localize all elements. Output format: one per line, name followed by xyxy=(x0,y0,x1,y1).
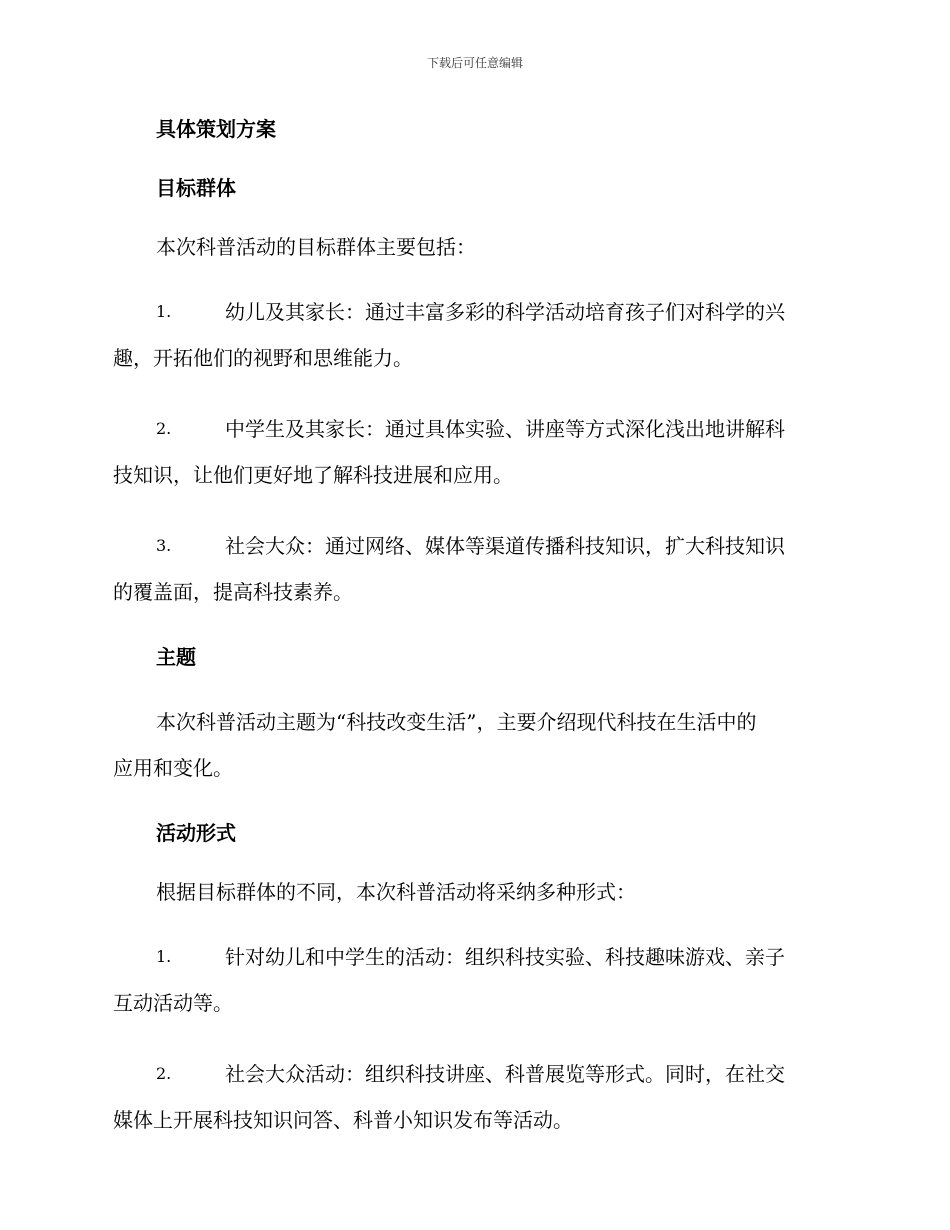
list-item xyxy=(113,406,833,498)
section-heading-activity-format: 活动形式 xyxy=(156,821,236,845)
list-number: 2. xyxy=(156,419,172,438)
list-number: 1. xyxy=(156,947,172,966)
paragraph-text: 本次科普活动的目标群体主要包括： xyxy=(156,235,476,259)
document-title: 具体策划方案 xyxy=(156,117,276,141)
paragraph-text: 根据目标群体的不同，本次科普活动将采纳多种形式： xyxy=(156,880,636,904)
list-line-1: 针对幼儿和中学生的活动：组织科技实验、科技趣味游戏、亲子 xyxy=(225,945,785,969)
list-item xyxy=(113,289,833,381)
list-item xyxy=(113,523,833,615)
list-number: 2. xyxy=(156,1064,172,1083)
list-number: 1. xyxy=(156,302,172,321)
list-item xyxy=(113,934,833,1026)
paragraph-line-1: 本次科普活动主题为“科技改变生活”，主要介绍现代科技在生活中的 xyxy=(156,710,757,734)
document-content xyxy=(113,112,833,1168)
list-line-2: 互动活动等。 xyxy=(113,991,233,1015)
list-line-1: 社会大众：通过网络、媒体等渠道传播科技知识，扩大科技知识 xyxy=(225,534,785,558)
list-line-1: 幼儿及其家长：通过丰富多彩的科学活动培育孩子们对科学的兴 xyxy=(225,300,785,324)
list-line-2: 技知识，让他们更好地了解科技进展和应用。 xyxy=(113,463,513,487)
paragraph-line-2: 应用和变化。 xyxy=(113,756,233,780)
list-line-2: 媒体上开展科技知识问答、科普小知识发布等活动。 xyxy=(113,1108,573,1132)
list-line-2: 的覆盖面，提高科技素养。 xyxy=(113,580,353,604)
section-heading-target-group: 目标群体 xyxy=(156,176,236,200)
list-number: 3. xyxy=(156,536,172,555)
list-line-1: 社会大众活动：组织科技讲座、科普展览等形式。同时，在社交 xyxy=(225,1062,785,1086)
section-heading-theme: 主题 xyxy=(156,645,196,669)
section-intro-theme xyxy=(113,699,833,791)
list-line-1: 中学生及其家长：通过具体实验、讲座等方式深化浅出地讲解科 xyxy=(225,417,785,441)
list-line-2: 趣，开拓他们的视野和思维能力。 xyxy=(113,346,413,370)
header-note: 下载后可任意编辑 xyxy=(426,56,523,70)
section-intro-activity-format xyxy=(113,875,833,909)
list-item xyxy=(113,1051,833,1143)
section-intro-target-group xyxy=(113,230,833,264)
